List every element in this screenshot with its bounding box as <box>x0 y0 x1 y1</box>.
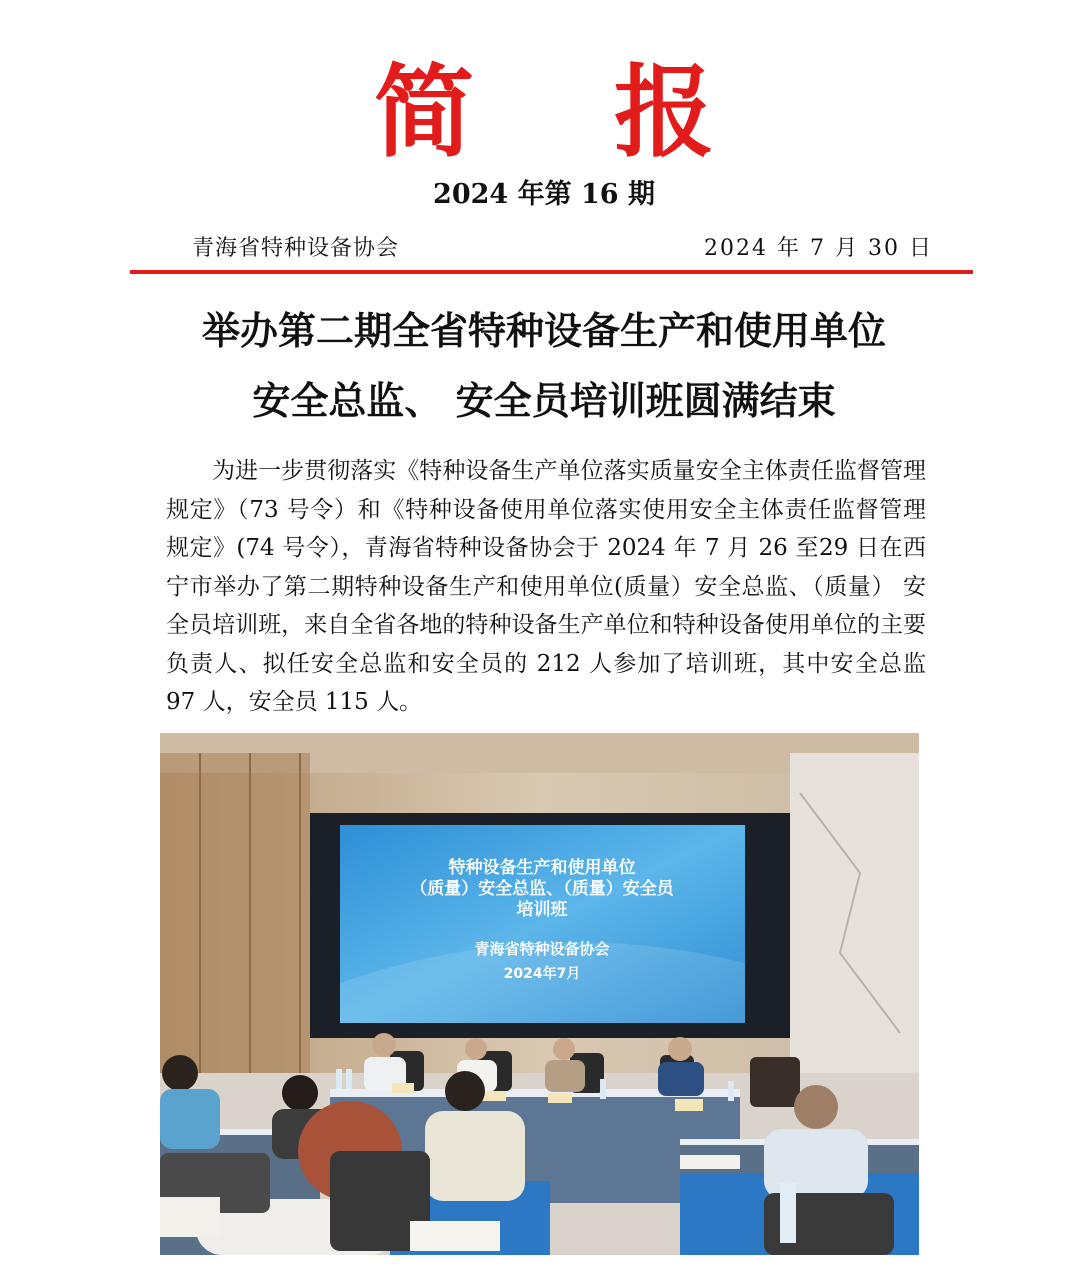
headline-line-1: 举办第二期全省特种设备生产和使用单位 <box>201 309 886 353</box>
article-paragraph: 为进一步贯彻落实《特种设备生产单位落实质量安全主体责任监督管理规定》（73 号令）和《特种设备使用单位落实使用安全主体责任监督管理规定》(74 号令），青海省特种设备协会于 2024 年 7 月 26 至29 日在西宁市举办了第二期特种设备生产和使用单位(质量）安全总监、（质量） 安全员培训班，来自全省各地的特种设备生产单位和特种设备使用单位的主要负责人、拟任安全总监和安全员的 212 人参加了培训班，其中安全总监 97 人，安全员 115 人。 <box>166 458 926 715</box>
masthead-char-1: 简 <box>374 54 474 171</box>
publisher-org: 青海省特种设备协会 <box>192 236 400 261</box>
red-divider <box>130 270 973 274</box>
publish-date: 2024 年 7 月 30 日 <box>704 236 933 261</box>
meeting-photo-illustration <box>160 733 919 1255</box>
screen-text-line-5: 2024年7月 <box>503 966 581 982</box>
headline-line-2: 安全总监、 安全员培训班圆满结束 <box>252 379 836 423</box>
masthead <box>0 54 1088 171</box>
screen-text-line-4: 青海省特种设备协会 <box>474 940 610 958</box>
screen-text-line-3: 培训班 <box>516 900 568 920</box>
meeting-photo <box>160 733 919 1255</box>
screen-text-line-2: （质量）安全总监、（质量）安全员 <box>410 879 674 899</box>
screen-text-line-1: 特种设备生产和使用单位 <box>448 858 636 878</box>
article-body <box>166 452 926 722</box>
issue-number: 2024 年第 16 期 <box>433 179 655 210</box>
masthead-char-2: 报 <box>614 54 714 171</box>
